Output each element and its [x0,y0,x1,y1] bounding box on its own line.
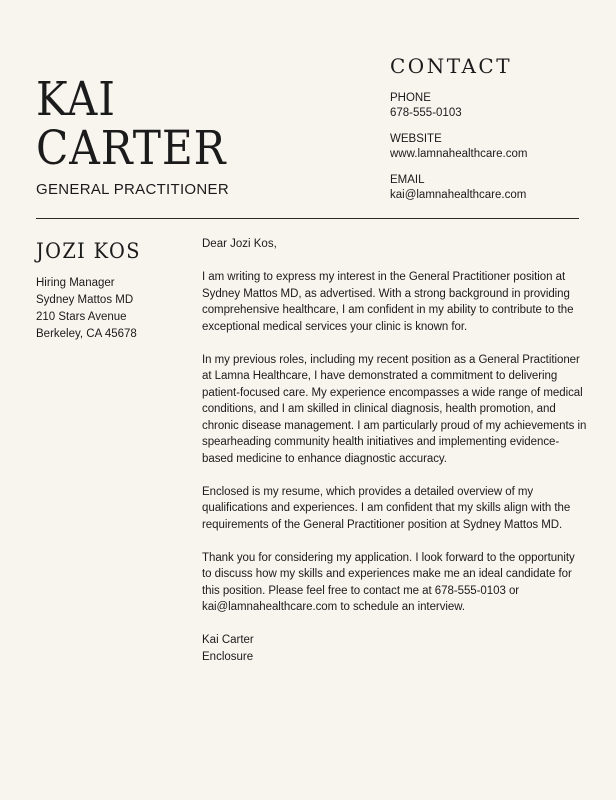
letter-paragraph: Enclosed is my resume, which provides a detailed overview of my qualifications and experiences. I am confident that my skills align with the requirements of the General Practitioner position at Sydney Mattos MD. [202,485,571,531]
recipient-city: Berkeley, CA 45678 [36,328,137,340]
contact-heading: CONTACT [390,54,513,78]
recipient-name: JOZI KOS [36,239,141,263]
email-value: kai@lamnahealthcare.com [390,189,527,201]
sender-job-title: GENERAL PRACTITIONER [36,181,229,198]
letter-paragraph: Thank you for considering my application. I look forward to the opportunity to discuss how my skills and experiences make me an ideal candidate for this position. Please feel free to contact me at 678-555-0103 or kai@lamnahealthcare.com to schedule an interview. [202,551,575,613]
contact-phone [390,91,462,121]
contact-website [390,132,527,162]
letter-header [0,0,616,220]
letter-paragraph: In my previous roles, including my recent position as a General Practitioner at Lamna Healthcare, I have demonstrated a commitment to delivering patient-focused care. My experience encompasses a wide range of medical conditions, and I am skilled in clinical diagnosis, health promotion, and chronic disease management. I am particularly proud of my achievements in spearheading community health initiatives and implementing evidence-based medicine to enhance diagnostic accuracy. [202,353,587,465]
recipient-address [36,275,186,343]
signature-name: Kai Carter [202,634,254,646]
phone-value: 678-555-0103 [390,107,462,119]
recipient-street: 210 Stars Avenue [36,311,127,323]
enclosure-note: Enclosure [202,650,254,663]
signoff [202,632,587,665]
website-label: WEBSITE [390,133,442,145]
sender-name-first: KAI [36,72,116,127]
phone-label: PHONE [390,92,431,104]
letter-body [202,236,587,665]
letter-paragraph: I am writing to express my interest in the General Practitioner position at Sydney Mattos MD, as advertised. With a strong background in providing comprehensive healthcare, I am confident in my ability to contribute to the exceptional medical services your clinic is known for. [202,271,574,333]
header-divider [36,218,579,219]
recipient-company: Sydney Mattos MD [36,294,134,306]
sender-name-last: CARTER [36,121,227,176]
website-value: www.lamnahealthcare.com [390,148,528,160]
recipient-title: Hiring Manager [36,277,115,289]
email-label: EMAIL [390,174,425,186]
contact-email [390,173,526,203]
salutation: Dear Jozi Kos, [202,238,277,250]
